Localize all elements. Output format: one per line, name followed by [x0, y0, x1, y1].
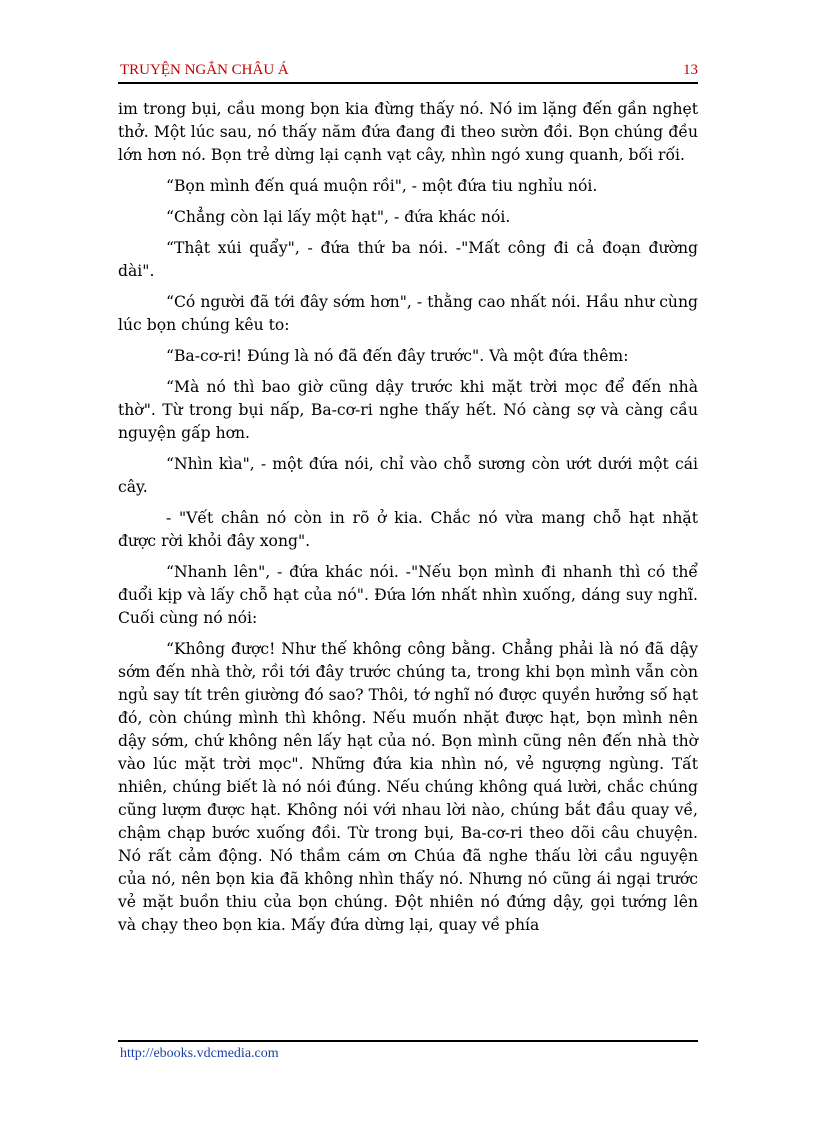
footer-link[interactable]: http://ebooks.vdcmedia.com	[120, 1046, 279, 1061]
page-body	[118, 98, 698, 945]
footer-divider	[118, 1040, 698, 1042]
paragraph: “Ba-cơ-ri! Đúng là nó đã đến đây trước". Và một đứa thêm:	[166, 347, 629, 365]
paragraph: “Không được! Như thế không công bằng. Chẳng phải là nó đã dậy sớm đến nhà thờ, rồi tới đây trước chúng ta, trong khi bọn mình vẫn còn ngủ say tít trên giường đó sao? Thôi, tớ nghĩ nó được quyền hưởng số hạt đó, còn chúng mình thì không. Nếu muốn nhặt được hạt, bọn mình nên dậy sớm, chứ không nên lấy hạt của nó. Bọn mình cũng nên đến nhà thờ vào lúc mặt trời mọc". Những đứa kia nhìn nó, vẻ ngượng ngùng. Tất nhiên, chúng biết là nó nói đúng. Nếu chúng không quá lười, chắc chúng cũng lượm được hạt. Không nói với nhau lời nào, chúng bắt đầu quay về, chậm chạp bước xuống đồi. Từ trong bụi, Ba-cơ-ri theo dõi câu chuyện. Nó rất cảm động. Nó thầm cám ơn Chúa đã nghe thấu lời cầu nguyện của nó, nên bọn kia đã không nhìn thấy nó. Nhưng nó cũng ái ngại trước vẻ mặt buồn thiu của bọn chúng. Đột nhiên nó đứng dậy, gọi tướng lên và chạy theo bọn kia. Mấy đứa dừng lại, quay về phía	[118, 640, 698, 934]
page-number: 13	[683, 62, 698, 78]
book-title: TRUYỆN NGẮN CHÂU Á	[120, 62, 289, 78]
paragraph: “Nhìn kìa", - một đứa nói, chỉ vào chỗ sương còn ướt dưới một cái cây.	[118, 455, 698, 496]
paragraph: “Có người đã tới đây sớm hơn", - thằng cao nhất nói. Hầu như cùng lúc bọn chúng kêu to:	[118, 293, 698, 334]
page-header	[120, 62, 698, 84]
paragraph: - "Vết chân nó còn in rõ ở kia. Chắc nó vừa mang chỗ hạt nhặt được rời khỏi đây xong".	[118, 509, 698, 550]
paragraph: “Thật xúi quẩy", - đứa thứ ba nói. -"Mất công đi cả đoạn đường dài".	[118, 239, 698, 280]
paragraph: “Chẳng còn lại lấy một hạt", - đứa khác nói.	[166, 208, 511, 226]
paragraph: “Mà nó thì bao giờ cũng dậy trước khi mặt trời mọc để đến nhà thờ". Từ trong bụi nấp, Ba-cơ-ri nghe thấy hết. Nó càng sợ và càng cầu nguyện gấp hơn.	[118, 378, 698, 442]
paragraph: “Bọn mình đến quá muộn rồi", - một đứa tiu nghỉu nói.	[166, 177, 598, 195]
paragraph: “Nhanh lên", - đứa khác nói. -"Nếu bọn mình đi nhanh thì có thể đuổi kịp và lấy chỗ hạt của nó". Đứa lớn nhất nhìn xuống, dáng suy nghĩ. Cuối cùng nó nói:	[118, 563, 698, 627]
header-divider	[118, 82, 698, 84]
paragraph: im trong bụi, cầu mong bọn kia đừng thấy nó. Nó im lặng đến gần nghẹt thở. Một lúc sau, nó thấy năm đứa đang đi theo sườn đồi. Bọn chúng đều lớn hơn nó. Bọn trẻ dừng lại cạnh vạt cây, nhìn ngó xung quanh, bối rối.	[118, 100, 698, 164]
